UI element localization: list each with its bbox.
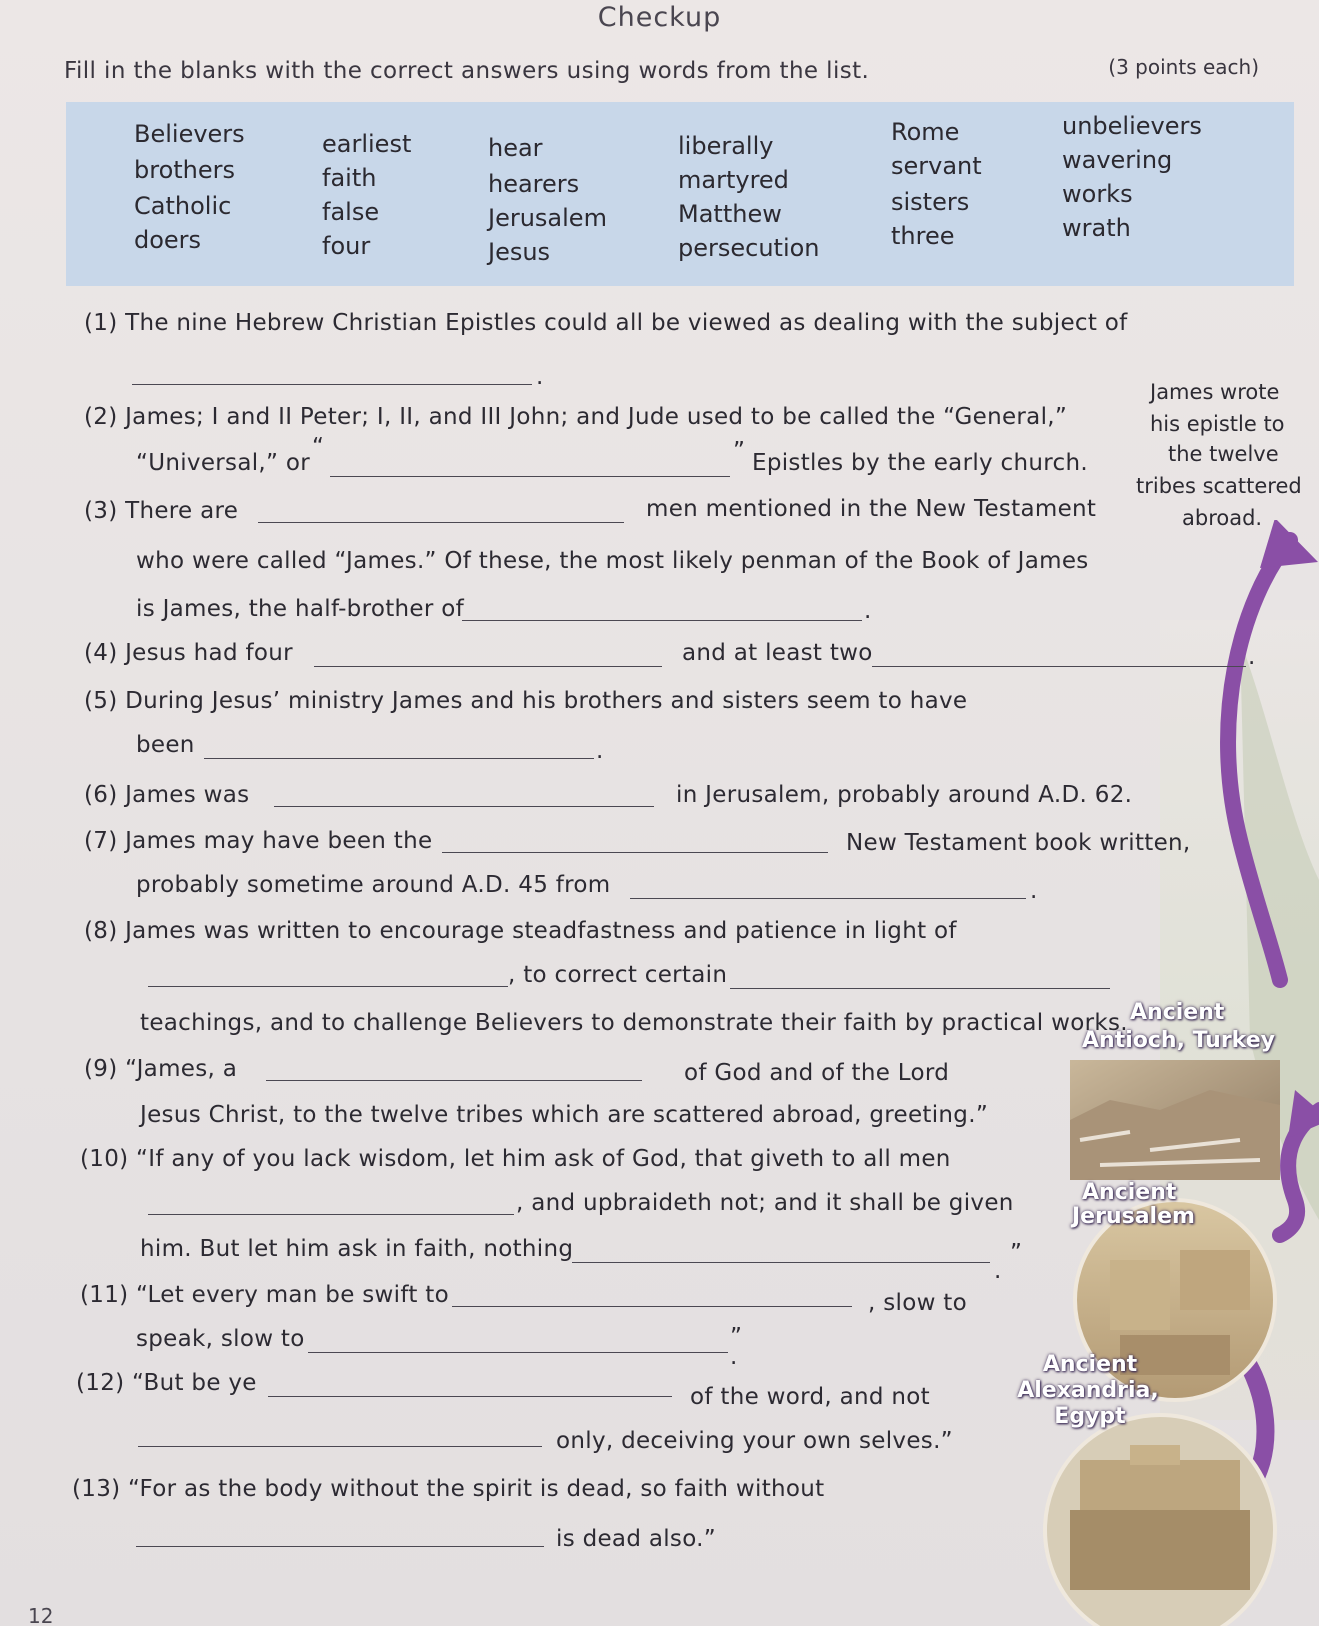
question-11-text: (11) “Let every man be swift to: [80, 1282, 449, 1308]
word-bank-item: faith: [322, 164, 377, 192]
word-bank-item: liberally: [678, 132, 774, 160]
answer-blank-10b[interactable]: [572, 1262, 990, 1263]
question-5-period: .: [596, 738, 604, 764]
question-11-close-quote: ”: [730, 1324, 743, 1350]
question-11-text-3: speak, slow to: [136, 1326, 305, 1352]
question-1-text: (1) The nine Hebrew Christian Epistles could all be viewed as dealing with the subject of: [84, 310, 1128, 336]
answer-blank-8b[interactable]: [730, 988, 1110, 989]
word-bank-item: wavering: [1062, 146, 1173, 174]
question-12-text: (12) “But be ye: [76, 1370, 257, 1396]
jerusalem-caption-line2: Jerusalem: [1072, 1204, 1195, 1229]
word-bank-item: doers: [134, 226, 202, 254]
word-bank-item: unbelievers: [1062, 112, 1202, 140]
alexandria-caption-line1: Ancient: [1042, 1352, 1138, 1377]
question-8-text-3: teachings, and to challenge Believers to demonstrate their faith by practical works.: [140, 1010, 1128, 1036]
word-bank-item: false: [322, 198, 380, 226]
question-9-text: (9) “James, a: [84, 1056, 238, 1082]
question-12-text-2: of the word, and not: [690, 1384, 930, 1410]
question-9-text-2: of God and of the Lord: [684, 1060, 950, 1086]
question-10-text: (10) “If any of you lack wisdom, let him ask of God, that giveth to all men: [80, 1146, 951, 1172]
word-bank-item: earliest: [322, 130, 412, 158]
word-bank-item: Jerusalem: [488, 204, 607, 232]
question-6-text-2: in Jerusalem, probably around A.D. 62.: [676, 782, 1133, 808]
word-bank-item: brothers: [134, 156, 236, 184]
question-8-text-2: , to correct certain: [508, 962, 728, 988]
question-7-text-2: New Testament book written,: [846, 830, 1191, 856]
question-10-close-quote: ”: [1010, 1240, 1023, 1266]
word-bank: [66, 102, 1294, 286]
answer-blank-6[interactable]: [274, 806, 654, 807]
answer-blank-13[interactable]: [136, 1546, 544, 1547]
page-number: 12: [28, 1604, 54, 1626]
answer-blank-7a[interactable]: [442, 852, 828, 853]
question-4-period: .: [1248, 644, 1256, 670]
word-bank-item: Believers: [134, 120, 245, 148]
question-2-open-quote: “: [312, 434, 325, 460]
sidebar-note-line: abroad.: [1182, 506, 1263, 530]
answer-blank-12a[interactable]: [268, 1396, 672, 1397]
word-bank-item: persecution: [678, 234, 820, 262]
answer-blank-5[interactable]: [204, 758, 594, 759]
word-bank-item: three: [891, 222, 955, 250]
question-4-text: (4) Jesus had four: [84, 640, 293, 666]
word-bank-item: Catholic: [134, 192, 232, 220]
question-13-text-2: is dead also.”: [556, 1526, 717, 1552]
question-3-text-3: who were called “James.” Of these, the most likely penman of the Book of James: [136, 548, 1089, 574]
word-bank-item: Matthew: [678, 200, 782, 228]
answer-blank-1[interactable]: [132, 384, 532, 385]
question-2-close-quote: ”: [733, 438, 746, 464]
sidebar-note-line: tribes scattered: [1136, 474, 1302, 498]
question-11-period: .: [730, 1344, 738, 1370]
answer-blank-10a[interactable]: [148, 1214, 514, 1215]
answer-blank-8a[interactable]: [148, 986, 508, 987]
map-illustration: [1040, 520, 1319, 1626]
sidebar-note-line: his epistle to: [1150, 412, 1285, 436]
question-2-text-2: “Universal,” or: [136, 450, 310, 476]
word-bank-item: wrath: [1062, 214, 1131, 242]
question-10-text-2: , and upbraideth not; and it shall be given: [516, 1190, 1014, 1216]
question-12-text-3: only, deceiving your own selves.”: [556, 1428, 953, 1454]
question-7-text: (7) James may have been the: [84, 828, 433, 854]
answer-blank-11b[interactable]: [308, 1352, 728, 1353]
question-7-period: .: [1030, 878, 1038, 904]
question-9-text-3: Jesus Christ, to the twelve tribes which are scattered abroad, greeting.”: [140, 1102, 989, 1128]
question-11-text-2: , slow to: [868, 1290, 967, 1316]
word-bank-item: four: [322, 232, 371, 260]
answer-blank-3a[interactable]: [258, 522, 624, 523]
question-8-text: (8) James was written to encourage steadfastness and patience in light of: [84, 918, 957, 944]
sidebar-note-line: James wrote: [1150, 380, 1280, 404]
question-4-text-2: and at least two: [682, 640, 873, 666]
question-5-text-2: been: [136, 732, 195, 758]
antioch-caption-line2: Antioch, Turkey: [1082, 1028, 1275, 1053]
question-3-text: (3) There are: [84, 498, 239, 524]
alexandria-caption-line3: Egypt: [1054, 1404, 1126, 1429]
question-13-text: (13) “For as the body without the spirit is dead, so faith without: [72, 1476, 825, 1502]
points-note: (3 points each): [1108, 55, 1259, 79]
answer-blank-7b[interactable]: [630, 898, 1026, 899]
jerusalem-caption-line1: Ancient: [1082, 1180, 1177, 1205]
question-1-period: .: [536, 364, 544, 390]
answer-blank-2[interactable]: [330, 476, 730, 477]
question-2-text-3: Epistles by the early church.: [752, 450, 1088, 476]
word-bank-item: hear: [488, 134, 543, 162]
word-bank-item: Jesus: [488, 238, 551, 266]
alexandria-caption-line2: Alexandria,: [1017, 1378, 1159, 1403]
answer-blank-11a[interactable]: [452, 1306, 852, 1307]
answer-blank-3b[interactable]: [462, 620, 862, 621]
instructions: Fill in the blanks with the correct answers using words from the list.: [64, 58, 870, 84]
word-bank-item: Rome: [891, 118, 960, 146]
question-7-text-3: probably sometime around A.D. 45 from: [136, 872, 611, 898]
question-5-text: (5) During Jesus’ ministry James and his brothers and sisters seem to have: [84, 688, 968, 714]
question-3-text-2: men mentioned in the New Testament: [646, 496, 1097, 522]
question-3-text-4: is James, the half-brother of: [136, 596, 464, 622]
question-6-text: (6) James was: [84, 782, 250, 808]
sidebar-note-line: the twelve: [1168, 442, 1279, 466]
word-bank-item: martyred: [678, 166, 789, 194]
word-bank-item: sisters: [891, 188, 970, 216]
word-bank-item: hearers: [488, 170, 580, 198]
word-bank-item: servant: [891, 152, 982, 180]
answer-blank-4b[interactable]: [872, 666, 1246, 667]
answer-blank-9[interactable]: [266, 1080, 642, 1081]
answer-blank-12b[interactable]: [138, 1446, 542, 1447]
word-bank-item: works: [1062, 180, 1133, 208]
question-2-text: (2) James; I and II Peter; I, II, and III John; and Jude used to be called the “General,”: [84, 404, 1068, 430]
question-10-period: .: [994, 1258, 1002, 1284]
page-title: Checkup: [597, 2, 722, 33]
question-10-text-3: him. But let him ask in faith, nothing: [140, 1236, 574, 1262]
antioch-caption-line1: Ancient: [1130, 1000, 1225, 1025]
answer-blank-4a[interactable]: [314, 666, 662, 667]
question-3-period: .: [864, 598, 872, 624]
